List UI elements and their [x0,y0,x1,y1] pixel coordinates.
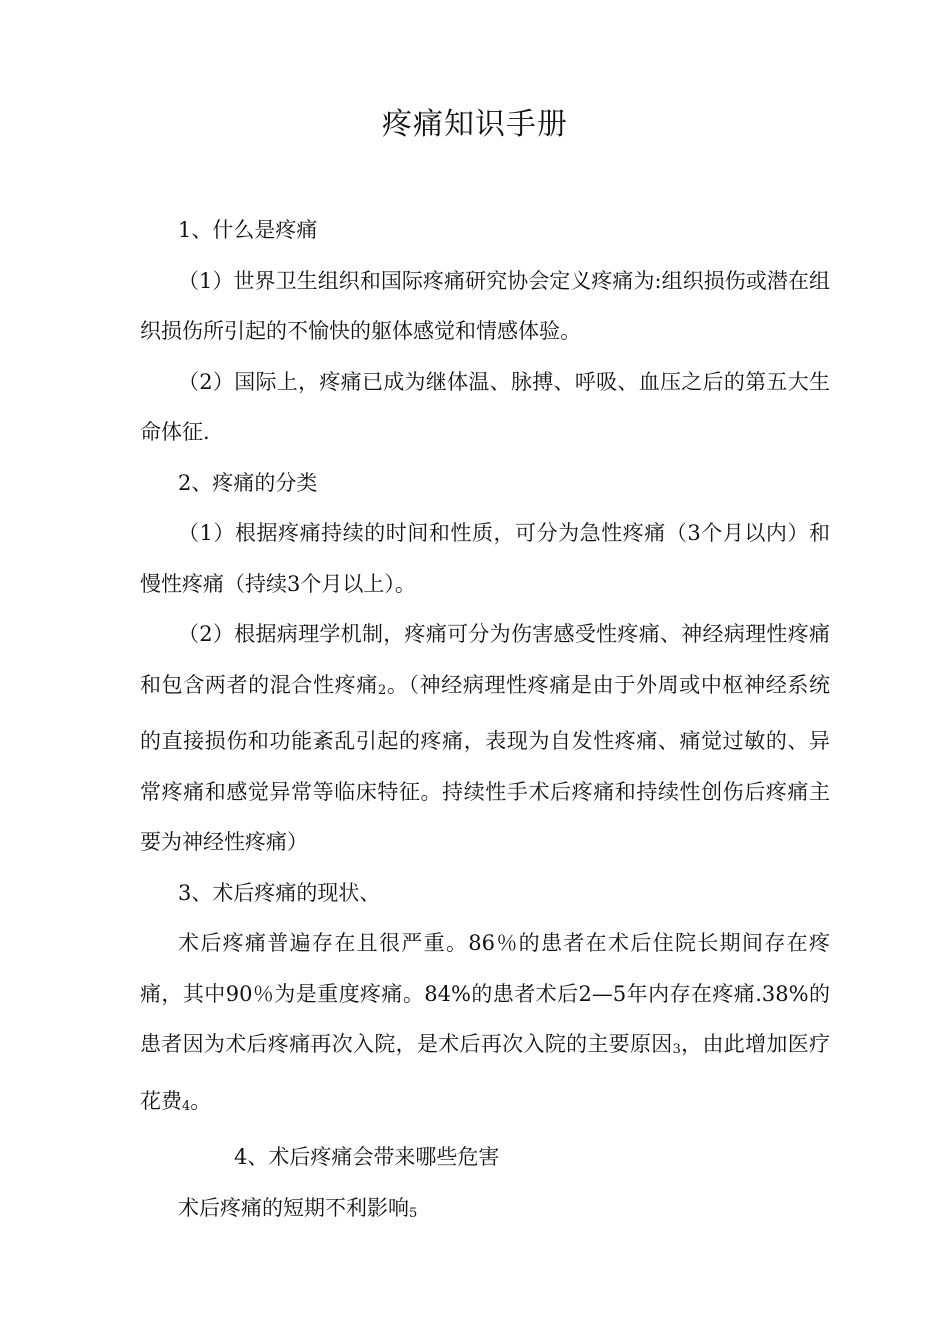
section-2-paragraph-2-continuation: 。（神经病理性疼痛是由于外周或中枢神经系统的直接损伤和功能紊乱引起的疼痛，表现为自发性疼痛、痛觉过敏的、异常疼痛和感觉异常等临床特征。持续性手术后疼痛和持续性创伤后疼痛主要为神经性疼痛） [140,672,831,854]
section-3-heading: 3、术后疼痛的现状、 [178,880,381,905]
section-3-paragraph-1-end: 。 [190,1088,212,1113]
section-2-paragraph-2-text: （2）根据病理学机制，疼痛可分为伤害感受性疼痛、神经病理性疼痛和包含两者的混合性疼痛 [140,622,830,697]
section-4-paragraph-1 [140,1183,830,1240]
reference-marker-3: 3 [672,1042,681,1057]
section-2-paragraph-1: （1）根据疼痛持续的时间和性质，可分为急性疼痛（3个月以内）和慢性疼痛（持续3个月以上）。 [140,521,830,596]
section-1-heading: 1、什么是疼痛 [178,218,318,242]
section-2-paragraph-2 [140,609,830,868]
section-1-paragraph-2: （2）国际上，疼痛已成为继体温、脉搏、呼吸、血压之后的第五大生命体征. [140,369,830,444]
reference-marker-2: 2 [377,682,387,698]
section-4-heading: 4、术后疼痛会带来哪些危害 [234,1145,500,1169]
reference-marker-4: 4 [182,1098,191,1114]
section-3-paragraph-1-middle: ，由此增加医疗花费 [140,1032,831,1113]
section-3-paragraph-1-text: 术后疼痛普遍存在且很严重。86％的患者在术后住院长期间存在疼痛，其中90％为是重度疼痛。84%的患者术后2—5年内存在疼痛.38%的患者因为术后疼痛再次入院，是术后再次入院的主要原因 [140,931,830,1056]
section-1-paragraph-1: （1）世界卫生组织和国际疼痛研究协会定义疼痛为:组织损伤或潜在组织损伤所引起的不愉快的躯体感觉和情感体验。 [140,268,830,343]
section-4-paragraph-1-text: 术后疼痛的短期不利影响 [178,1195,409,1220]
reference-marker-5: 5 [409,1205,418,1221]
document-title: 疼痛知识手册 [382,107,568,142]
section-2-heading: 2、疼痛的分类 [178,470,318,495]
document-body [140,205,830,1239]
section-3-paragraph-1 [140,918,830,1132]
